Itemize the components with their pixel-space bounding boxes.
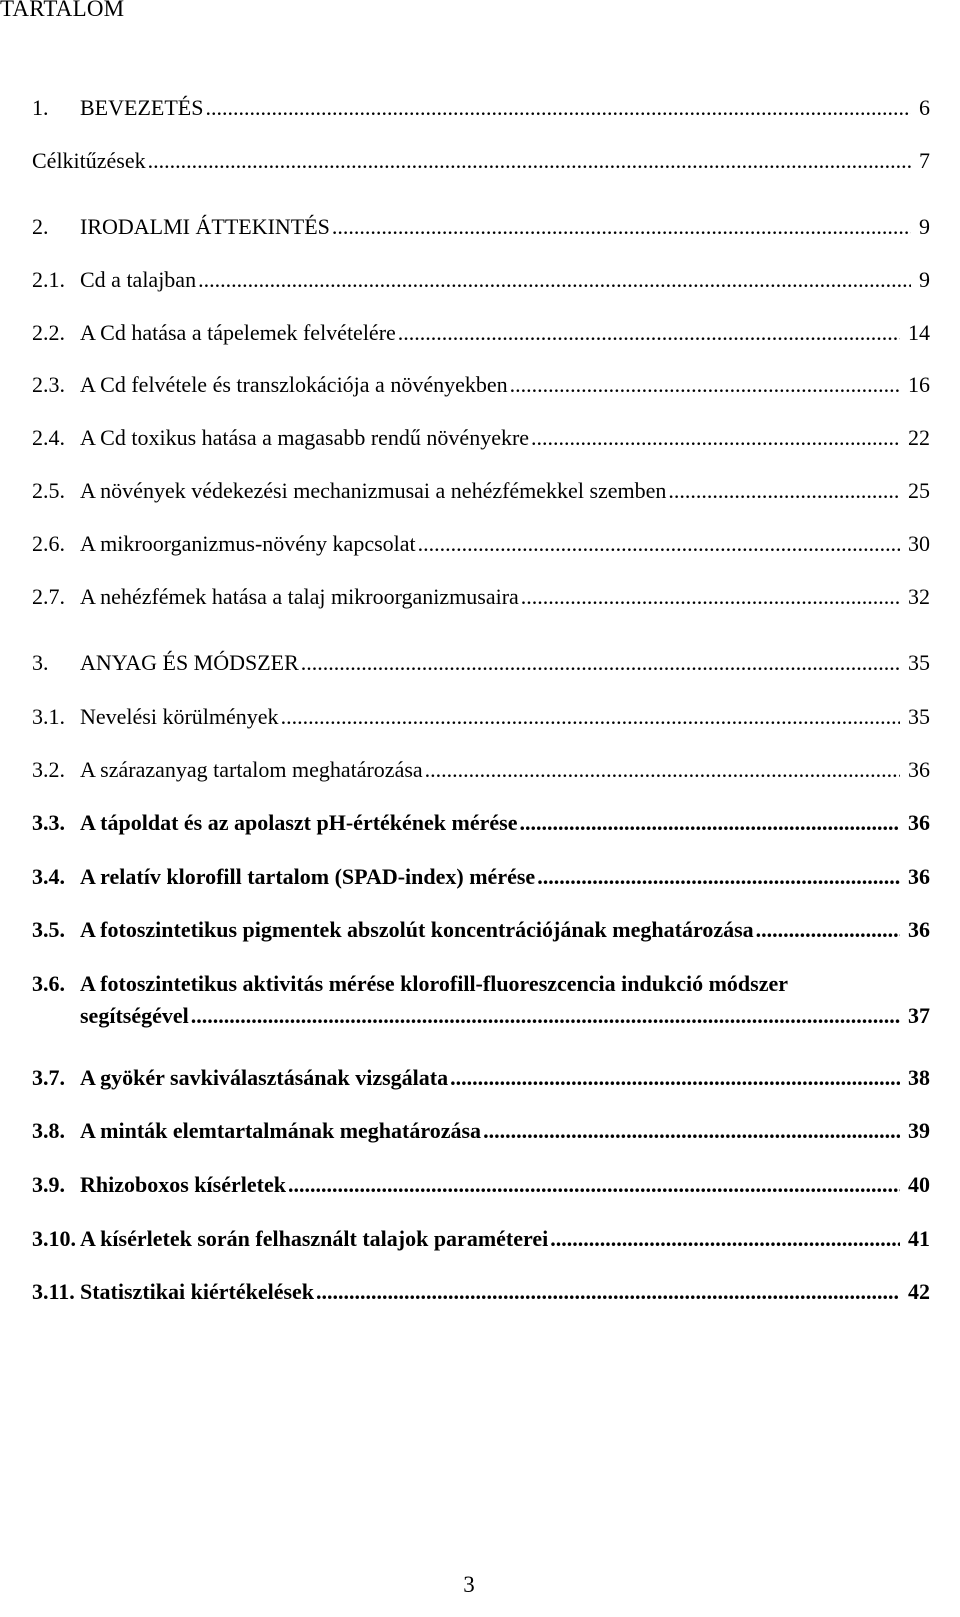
toc-number: 3.4. <box>32 864 65 889</box>
toc-entry-3-10[interactable] <box>32 1226 930 1252</box>
toc-entry-2-2[interactable] <box>32 320 930 346</box>
toc-entry-3-1[interactable] <box>32 704 930 730</box>
toc-page: 36 <box>908 810 930 835</box>
toc-leader <box>332 214 911 240</box>
toc-leader <box>418 531 900 557</box>
toc-number: 3.10. <box>32 1226 76 1251</box>
toc-title: BEVEZETÉS <box>80 95 204 120</box>
toc-number: 3.3. <box>32 810 65 835</box>
toc-title: A mikroorganizmus-növény kapcsolat <box>80 531 416 556</box>
toc-number: 2.3. <box>32 372 65 397</box>
toc-leader <box>756 917 900 943</box>
toc-page: 36 <box>908 757 930 782</box>
toc-number: 3.11. <box>32 1279 75 1304</box>
toc-leader <box>425 757 900 783</box>
toc-number: 2.6. <box>32 531 65 556</box>
toc-page: 36 <box>908 917 930 942</box>
toc-title: A minták elemtartalmának meghatározása <box>80 1118 482 1143</box>
toc-page: 32 <box>908 584 930 609</box>
toc-number: 3.1. <box>32 704 65 729</box>
toc-entry-irodalmi-attekintes[interactable] <box>32 214 930 240</box>
toc-number: 2.4. <box>32 425 65 450</box>
toc-number: 3.8. <box>32 1118 65 1143</box>
toc-number: 3.5. <box>32 917 65 942</box>
toc-title: A nehézfémek hatása a talaj mikroorganizmusaira <box>80 584 519 609</box>
toc-page: 16 <box>908 372 930 397</box>
toc-page: 35 <box>908 650 930 675</box>
toc-title: A fotoszintetikus aktivitás mérése klorofill-fluoreszcencia indukció módszer <box>80 971 789 996</box>
toc-entry-3-5[interactable] <box>32 917 930 943</box>
toc-entry-2-3[interactable] <box>32 372 930 398</box>
toc-entry-3-4[interactable] <box>32 864 930 890</box>
toc-entry-2-6[interactable] <box>32 531 930 557</box>
toc-leader <box>191 1003 900 1029</box>
toc-leader <box>148 148 911 174</box>
toc-page: 36 <box>908 864 930 889</box>
toc-leader <box>668 478 900 504</box>
toc-number: 2.7. <box>32 584 65 609</box>
toc-leader <box>537 864 900 890</box>
toc-leader <box>550 1226 900 1252</box>
toc-leader <box>521 584 900 610</box>
toc-entry-3-7[interactable] <box>32 1065 930 1091</box>
toc-title: Statisztikai kiértékelések <box>80 1279 315 1304</box>
toc-number: 3.2. <box>32 757 65 782</box>
toc-title: A Cd hatása a tápelemek felvételére <box>80 320 396 345</box>
toc-page: 6 <box>919 95 930 120</box>
toc-page: 40 <box>908 1172 930 1197</box>
toc-entry-2-1[interactable] <box>32 267 930 293</box>
toc-entry-3-6[interactable] <box>32 971 930 1029</box>
toc-title: A kísérletek során felhasznált talajok paraméterei <box>80 1226 549 1251</box>
toc-title: A növények védekezési mechanizmusai a nehézfémekkel szemben <box>80 478 667 503</box>
toc-page: 35 <box>908 704 930 729</box>
toc-page: 22 <box>908 425 930 450</box>
toc-page: 41 <box>908 1226 930 1251</box>
toc-entry-3-8[interactable] <box>32 1118 930 1144</box>
toc-entry-3-3[interactable] <box>32 810 930 836</box>
toc-title: A fotoszintetikus pigmentek abszolút koncentrációjának meghatározása <box>80 917 754 942</box>
toc-page: 25 <box>908 478 930 503</box>
toc-page: 42 <box>908 1279 930 1304</box>
toc-number: 3.6. <box>32 971 65 996</box>
toc-leader <box>483 1118 900 1144</box>
toc-leader <box>301 650 900 676</box>
page-title: TARTALOM <box>0 0 125 21</box>
toc-page: 39 <box>908 1118 930 1143</box>
toc-page: 9 <box>919 267 930 292</box>
toc-title-continuation: segítségével <box>80 1003 189 1028</box>
toc-title: Nevelési körülmények <box>80 704 279 729</box>
toc-entry-2-7[interactable] <box>32 584 930 610</box>
toc-number: 2. <box>32 214 49 239</box>
page-number: 3 <box>463 1572 475 1597</box>
toc-title: Cd a talajban <box>80 267 197 292</box>
toc-title: A Cd felvétele és transzlokációja a növényekben <box>80 372 508 397</box>
toc-page: 38 <box>908 1065 930 1090</box>
toc-entry-3-11[interactable] <box>32 1279 930 1305</box>
toc-entry-3-2[interactable] <box>32 757 930 783</box>
toc-leader <box>288 1172 900 1198</box>
toc-entry-celkituzesek[interactable] <box>32 148 930 174</box>
toc-number: 3. <box>32 650 49 675</box>
toc-leader <box>205 95 911 121</box>
toc-page: 30 <box>908 531 930 556</box>
toc-page: 37 <box>908 1003 930 1028</box>
toc-title: A tápoldat és az apolaszt pH-értékének mérése <box>80 810 518 835</box>
toc-entry-2-5[interactable] <box>32 478 930 504</box>
toc-leader <box>510 372 900 398</box>
toc-number: 3.9. <box>32 1172 65 1197</box>
toc-leader <box>281 704 900 730</box>
toc-number: 2.1. <box>32 267 65 292</box>
toc-leader <box>450 1065 900 1091</box>
toc-leader <box>316 1279 900 1305</box>
toc-leader <box>519 810 900 836</box>
toc-page: 7 <box>919 148 930 173</box>
toc-title: A Cd toxikus hatása a magasabb rendű növényekre <box>80 425 530 450</box>
toc-title: Rhizoboxos kísérletek <box>80 1172 286 1197</box>
toc-leader <box>198 267 911 293</box>
toc-entry-anyag-es-modszer[interactable] <box>32 650 930 676</box>
toc-title: Célkitűzések <box>32 148 146 173</box>
toc-title: A relatív klorofill tartalom (SPAD-index) mérése <box>80 864 536 889</box>
toc-leader <box>398 320 900 346</box>
toc-entry-3-9[interactable] <box>32 1172 930 1198</box>
toc-number: 3.7. <box>32 1065 65 1090</box>
toc-title: IRODALMI ÁTTEKINTÉS <box>80 214 330 239</box>
toc-entry-bevezetes[interactable] <box>32 95 930 121</box>
toc-title: A gyökér savkiválasztásának vizsgálata <box>80 1065 449 1090</box>
toc-title: ANYAG ÉS MÓDSZER <box>80 650 299 675</box>
toc-entry-2-4[interactable] <box>32 425 930 451</box>
toc-number: 2.5. <box>32 478 65 503</box>
toc-page: 9 <box>919 214 930 239</box>
toc-page: 14 <box>908 320 930 345</box>
toc-leader <box>531 425 900 451</box>
toc-number: 2.2. <box>32 320 65 345</box>
toc-title: A szárazanyag tartalom meghatározása <box>80 757 423 782</box>
toc-number: 1. <box>32 95 49 120</box>
